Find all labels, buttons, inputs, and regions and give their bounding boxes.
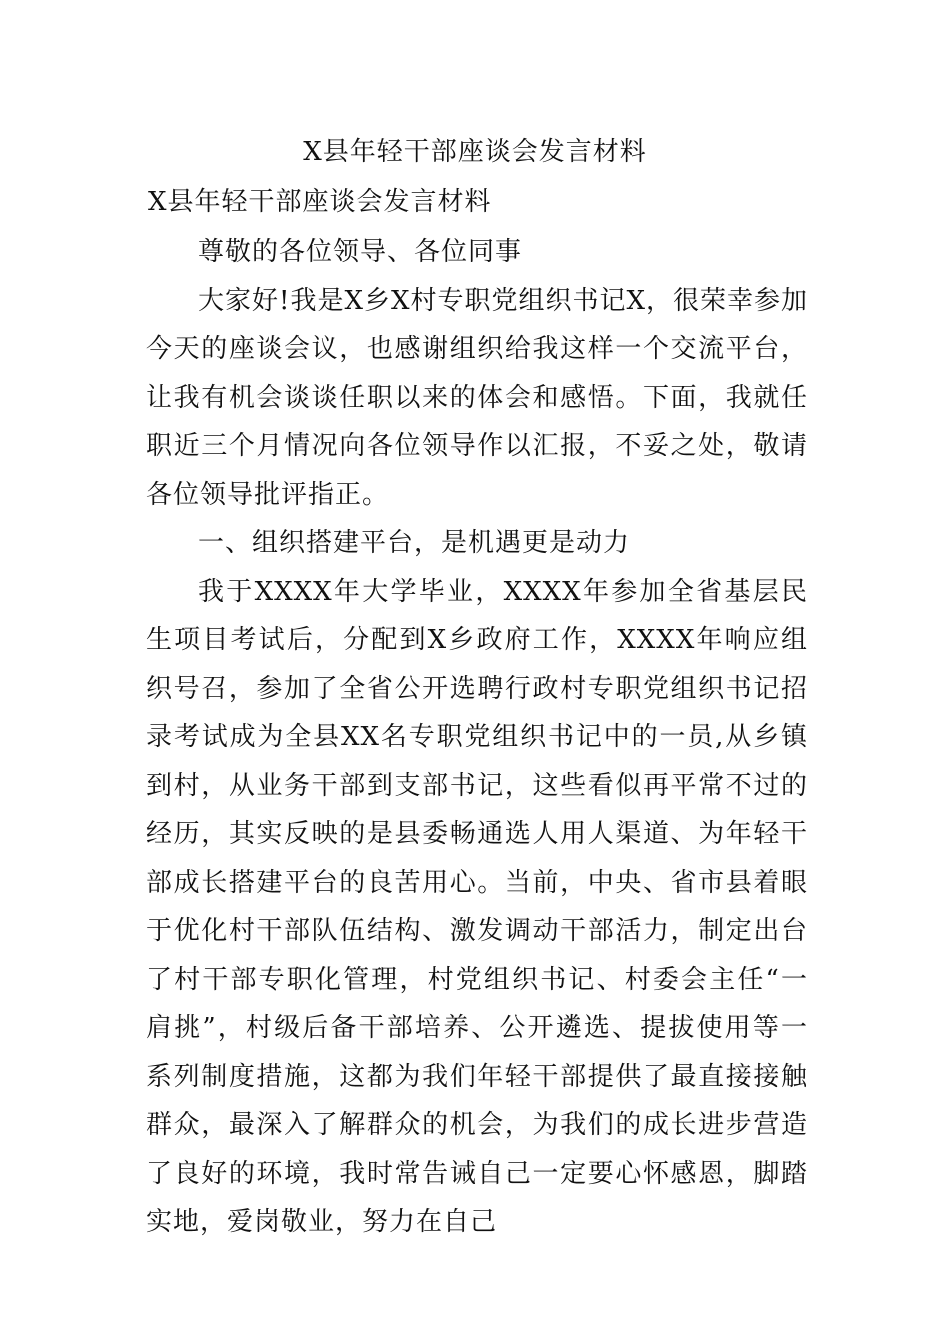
document-subtitle: X县年轻干部座谈会发言材料	[148, 187, 492, 217]
opening-paragraph: 大家好!我是X乡X村专职党组织书记X，很荣幸参加今天的座谈会议，也感谢组织给我这样一个交流平台，让我有机会谈谈任职以来的体会和感悟。下面，我就任职近三个月情况向各位领导作以汇报，不妥之处，敬请各位领导批评指正。	[146, 285, 808, 510]
document-title: X县年轻干部座谈会发言材料	[303, 137, 647, 167]
section-heading: 一、组织搭建平台，是机遇更是动力	[198, 528, 631, 558]
body-paragraph: 我于XXXX年大学毕业，XXXX年参加全省基层民生项目考试后，分配到X乡政府工作，XXXX年响应组织号召，参加了全省公开选聘行政村专职党组织书记招录考试成为全县XX名专职党组织书记中的一员,从乡镇到村，从业务干部到支部书记，这些看似再平常不过的经历，其实反映的是县委畅通选人用人渠道、为年轻干部成长搭建平台的良苦用心。当前，中央、省市县着眼于优化村干部队伍结构、激发调动干部活力，制定出台了村干部专职化管理，村党组织书记、村委会主任“一肩挑”，村级后备干部培养、公开遴选、提拔使用等一系列制度措施，这都为我们年轻干部提供了最直接接触群众，最深入了解群众的机会，为我们的成长进步营造了良好的环境，我时常告诫自己一定要心怀感恩，脚踏实地，爱岗敬业，努力在自己	[146, 576, 808, 1237]
document-body	[146, 228, 808, 1247]
salutation-paragraph: 尊敬的各位领导、各位同事	[198, 237, 523, 267]
